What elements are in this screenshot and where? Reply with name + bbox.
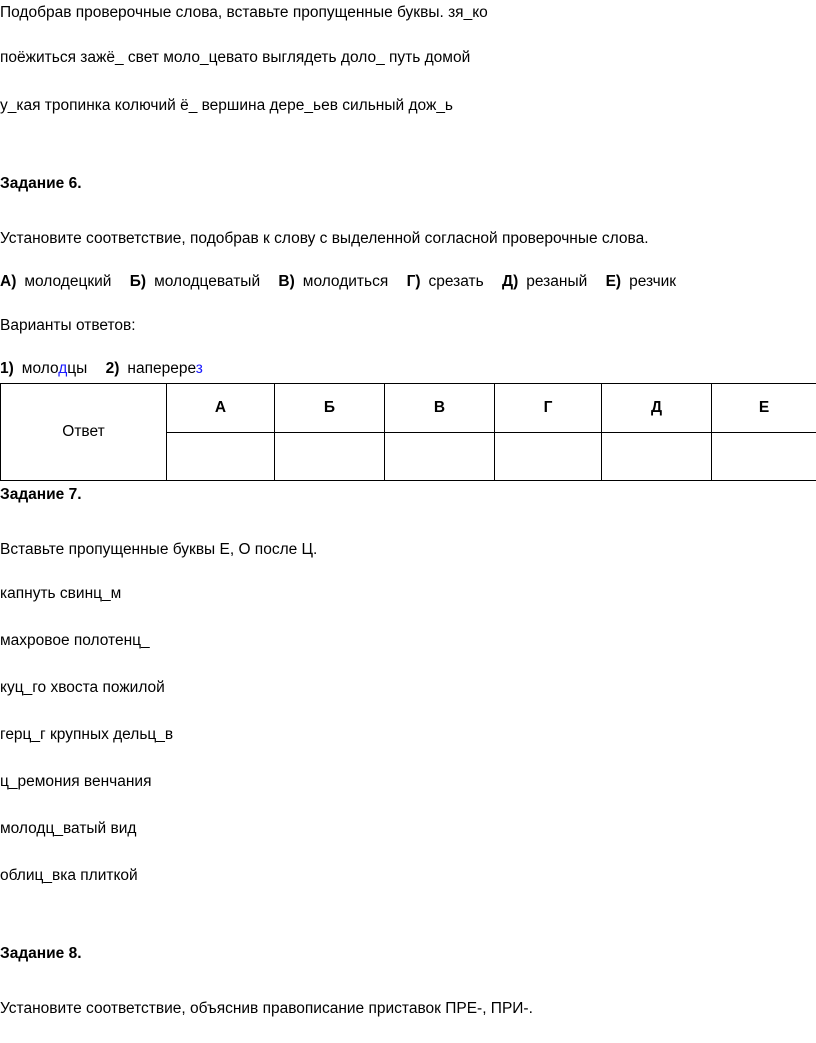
answer-cell-v[interactable] (385, 433, 495, 481)
task7-instruction: Вставьте пропущенные буквы Е, О после Ц. (0, 541, 318, 558)
task7-item: молодц_ватый вид (0, 820, 137, 837)
variants-label: Варианты ответов: (0, 317, 136, 334)
option-a: А) молодецкий (0, 273, 112, 290)
variants-line (0, 359, 203, 379)
answer-col-a: А (167, 384, 275, 433)
task7-item: махровое полотенц_ (0, 632, 150, 649)
task7-item: капнуть свинц_м (0, 585, 122, 602)
task6-options (0, 272, 676, 292)
task7-title: Задание 7. (0, 486, 82, 503)
answer-cell-g[interactable] (495, 433, 602, 481)
task7-item: герц_г крупных дельц_в (0, 726, 174, 743)
task8-title: Задание 8. (0, 945, 82, 962)
answer-col-d: Д (602, 384, 712, 433)
answer-cell-b[interactable] (275, 433, 385, 481)
option-e: Е) резчик (605, 273, 677, 290)
option-b: Б) молодцеватый (129, 273, 261, 290)
task6-title: Задание 6. (0, 175, 82, 192)
task8-instruction: Установите соответствие, объяснив правописание приставок ПРЕ-, ПРИ-. (0, 1000, 533, 1017)
task7-item: куц_го хвоста пожилой (0, 679, 165, 696)
answer-col-e: Е (712, 384, 816, 433)
answer-col-g: Г (495, 384, 602, 433)
task7-item: ц_ремония венчания (0, 773, 152, 790)
words-line-1: поёжиться зажё_ свет моло_цевато выглядеть доло_ путь домой (0, 49, 471, 66)
option-d: Д) резаный (502, 273, 588, 290)
variant-2: 2) наперерез (105, 360, 203, 377)
option-v: В) молодиться (278, 273, 389, 290)
answer-col-v: В (385, 384, 495, 433)
task6-instruction: Установите соответствие, подобрав к слову с выделенной согласной проверочные слова. (0, 230, 649, 247)
intro-text: Подобрав проверочные слова, вставьте пропущенные буквы. зя_ко (0, 4, 488, 21)
answer-cell-d[interactable] (602, 433, 712, 481)
task7-item: облиц_вка плиткой (0, 867, 138, 884)
words-line-2: у_кая тропинка колючий ё_ вершина дере_ьев сильный дож_ь (0, 97, 454, 114)
option-g: Г) срезать (406, 273, 484, 290)
answer-cell-a[interactable] (167, 433, 275, 481)
answer-col-b: Б (275, 384, 385, 433)
answer-row-label: Ответ (1, 384, 167, 481)
answer-table (0, 383, 816, 481)
answer-cell-e[interactable] (712, 433, 816, 481)
variant-1: 1) молодцы (0, 360, 88, 377)
